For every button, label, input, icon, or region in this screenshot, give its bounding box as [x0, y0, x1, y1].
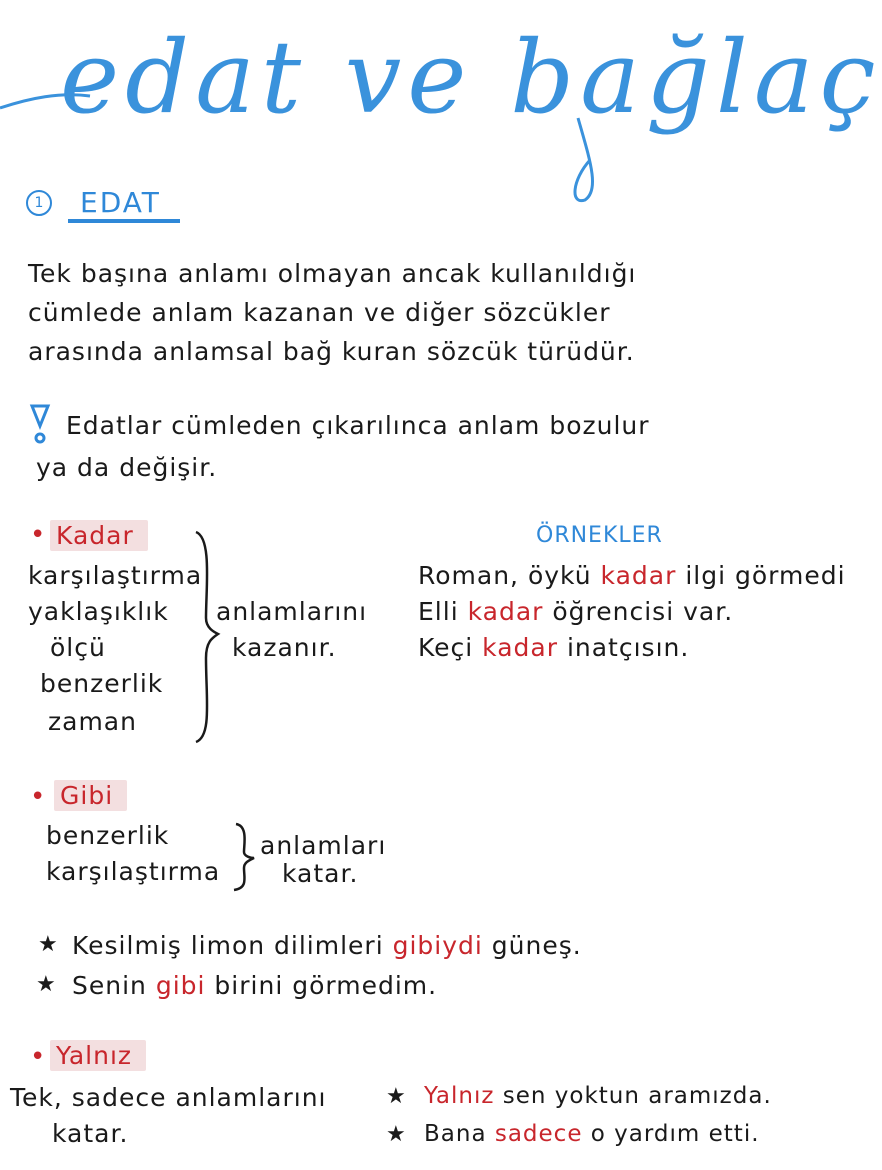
- section-number: 1: [26, 190, 52, 216]
- kadar-example-3-after: inatçısın.: [558, 633, 690, 662]
- yalniz-caption-2: katar.: [52, 1119, 129, 1148]
- yalniz-caption-1: Tek, sadece anlamlarını: [10, 1083, 327, 1112]
- note-line-1: Edatlar cümleden çıkarılınca anlam bozulur: [66, 411, 650, 440]
- yalniz-example-1-highlight: Yalnız: [424, 1083, 495, 1109]
- kadar-example-1-before: Roman, öykü: [418, 561, 601, 590]
- kadar-label: Kadar: [50, 520, 148, 551]
- gibi-example-2-before: Senin: [72, 971, 156, 1000]
- gibi-caption-2: katar.: [282, 859, 359, 888]
- yalniz-example-2-star-icon: ★: [386, 1122, 406, 1147]
- gibi-example-2-highlight: gibi: [155, 971, 206, 1000]
- yalniz-example-1-star-icon: ★: [386, 1084, 406, 1109]
- gibi-example-1: [72, 930, 582, 961]
- yalniz-bullet: •: [30, 1042, 46, 1072]
- kadar-caption-2: kazanır.: [232, 633, 337, 662]
- definition-line-3: arasında anlamsal bağ kuran sözcük türüdür.: [28, 337, 635, 366]
- kadar-meaning-5: zaman: [48, 707, 137, 736]
- kadar-example-2-after: öğrencisi var.: [543, 597, 734, 626]
- kadar-brace: [192, 528, 222, 748]
- section-title: EDAT: [80, 186, 161, 219]
- kadar-example-2: [418, 596, 733, 627]
- kadar-meaning-4: benzerlik: [40, 669, 164, 698]
- kadar-caption-1: anlamlarını: [216, 597, 368, 626]
- warning-icon: [30, 404, 50, 449]
- yalniz-example-1: [424, 1082, 772, 1111]
- kadar-meaning-1: karşılaştırma: [28, 561, 203, 590]
- definition-line-2: cümlede anlam kazanan ve diğer sözcükler: [28, 298, 611, 327]
- gibi-example-1-after: güneş.: [482, 931, 582, 960]
- kadar-example-3-before: Keçi: [418, 633, 483, 662]
- yalniz-example-2: [424, 1120, 760, 1149]
- gibi-brace: [232, 820, 258, 894]
- kadar-example-1: [418, 560, 846, 591]
- yalniz-example-2-after: o yardım etti.: [582, 1121, 760, 1147]
- yalniz-example-2-highlight: sadece: [494, 1121, 583, 1147]
- gibi-caption-1: anlamları: [260, 831, 387, 860]
- kadar-bullet: •: [30, 520, 46, 550]
- kadar-example-2-before: Elli: [418, 597, 468, 626]
- kadar-example-1-highlight: kadar: [600, 561, 677, 590]
- gibi-bullet: •: [30, 782, 46, 812]
- examples-title: ÖRNEKLER: [536, 523, 663, 548]
- yalniz-example-1-after: sen yoktun aramızda.: [494, 1083, 772, 1109]
- definition-line-1: Tek başına anlamı olmayan ancak kullanıldığı: [28, 259, 637, 288]
- kadar-example-3-highlight: kadar: [482, 633, 558, 662]
- note-line-2: ya da değişir.: [36, 453, 218, 482]
- kadar-example-2-highlight: kadar: [467, 597, 544, 626]
- gibi-meaning-1: benzerlik: [46, 821, 170, 850]
- gibi-label: Gibi: [54, 780, 127, 811]
- page-title: edat ve bağlaç: [60, 19, 882, 136]
- gibi-meaning-2: karşılaştırma: [46, 857, 221, 886]
- section-underline: [68, 219, 180, 223]
- gibi-example-2-star-icon: ★: [36, 972, 56, 997]
- gibi-example-1-highlight: gibiydi: [392, 931, 483, 960]
- gibi-example-1-star-icon: ★: [38, 932, 58, 957]
- kadar-meaning-2: yaklaşıklık: [28, 597, 169, 626]
- kadar-meaning-3: ölçü: [50, 633, 106, 662]
- yalniz-label: Yalnız: [50, 1040, 146, 1071]
- gibi-example-2-after: birini görmedim.: [205, 971, 438, 1000]
- kadar-example-3: [418, 632, 689, 663]
- gibi-example-1-before: Kesilmiş limon dilimleri: [72, 931, 393, 960]
- yalniz-example-2-before: Bana: [424, 1121, 495, 1147]
- gibi-example-2: [72, 970, 437, 1001]
- kadar-example-1-after: ilgi görmedi: [676, 561, 846, 590]
